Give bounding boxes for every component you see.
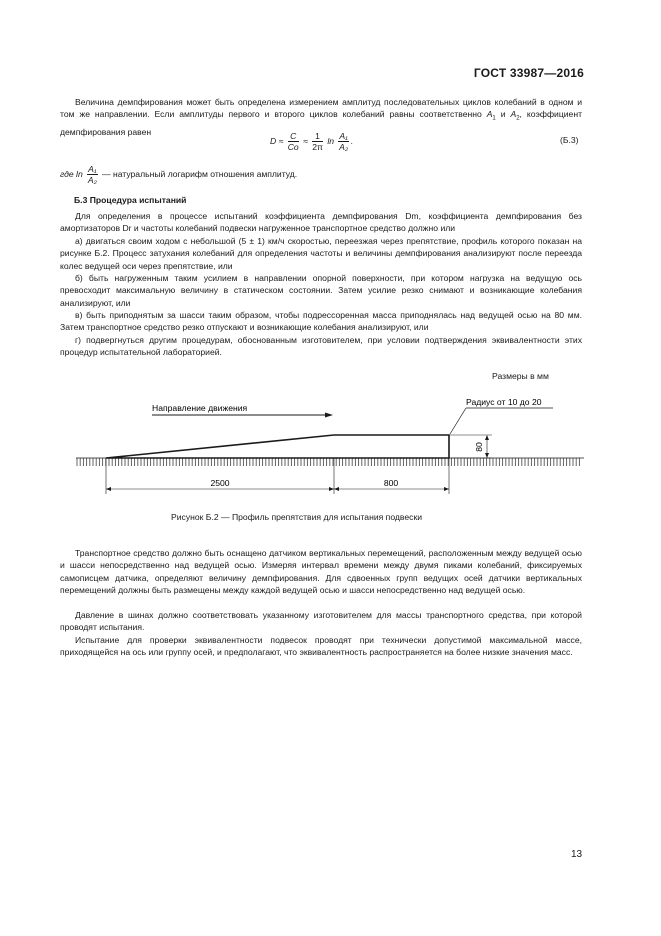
section-title: Б.3 Процедура испытаний xyxy=(74,195,187,205)
frac1-num: C xyxy=(288,131,299,142)
where-den: A₂ xyxy=(87,175,97,185)
formula-eq: ≈ xyxy=(303,135,308,146)
paragraph-v: в) быть приподнятым за шасси таким образом, чтобы подрессоренная масса приподнялась над ведущей осью на 80 мм. Затем транспортное средство резко отпускают и возникающие колебания анализируют, или xyxy=(60,310,582,333)
amp-a1: A xyxy=(486,109,493,120)
frac1-den: Co xyxy=(287,142,299,152)
where-text: — натуральный логарифм отношения амплитуд. xyxy=(99,168,298,179)
figure-caption: Рисунок Б.2 — Профиль препятствия для испытания подвески xyxy=(171,512,423,522)
dim-2500-label: 2500 xyxy=(210,478,230,488)
frac2-num: 1 xyxy=(312,131,323,142)
direction-arrowhead xyxy=(325,413,333,418)
paragraph-sensor: Транспортное средство должно быть оснащено датчиком вертикальных перемещений, расположенным между ведущей осью и шасси непосредственно над ведущей осью. Измеряя интервал времени между двумя пиками колебаний, фиксируемых самописцем датчика, определяют величину демпфирования. Для сдвоенных групп ведущих осей датчики вертикальных перемещений должны быть размещены между каждой ведущей осью и шасси непосредственно над ведущей осью. xyxy=(60,548,582,596)
formula-end: . xyxy=(350,135,354,146)
formula-lhs: D ≈ xyxy=(270,135,284,146)
paragraph-equivalence: Испытание для проверки эквивалентности подвесок проводят при технически допустимой максимальной массе, приходящейся на ось или группу осей, и предполагают, что эквивалентность распространяется на более низкие значения масс. xyxy=(60,635,582,658)
where-num: A₁ xyxy=(88,164,97,174)
radius-leader xyxy=(450,408,466,434)
paragraph-b: б) быть нагруженным таким усилием в направлении опорной поверхности, при котором нагрузка на ведущую ось превосходит максимальную величину в статическом состоянии. Затем усилие резко снимают и возникающие колебания анализируют, или xyxy=(60,273,582,308)
dim-2500-arrow-left xyxy=(106,487,111,491)
amp-a1-sub: 1 xyxy=(492,116,496,123)
paragraph-g: г) подвергнуться другим процедурам, обоснованным изготовителем, при условии подтверждения эквивалентности этих процедур испытательной лабораторией. xyxy=(60,335,582,358)
amp-a2-sub: 2 xyxy=(516,116,520,123)
paragraph-tire-pressure: Давление в шинах должно соответствовать указанному изготовителем для массы транспортного средства, при которой проводят испытания. xyxy=(60,610,582,633)
dim-80-arrow-bottom xyxy=(485,453,489,458)
frac3-num: A₁ xyxy=(339,131,348,141)
intro-and: и xyxy=(495,109,511,120)
frac2-den: 2π xyxy=(312,142,323,152)
dimensions-note: Размеры в мм xyxy=(492,371,549,381)
ground-hatching xyxy=(77,458,579,466)
amp-a2: A xyxy=(510,109,517,120)
dim-80-arrow-top xyxy=(485,435,489,440)
obstacle-ramp xyxy=(106,435,449,458)
dim-800-arrow-right xyxy=(444,487,449,491)
dim-80-label: 80 xyxy=(474,442,484,452)
formula-ln: ln xyxy=(327,135,335,146)
direction-label: Направление движения xyxy=(152,403,248,413)
where-prefix: где ln xyxy=(60,168,83,179)
equation-number: (Б.3) xyxy=(560,135,579,145)
frac3-den: A₂ xyxy=(339,142,349,152)
intro-text-a: Величина демпфирования может быть определена измерением амплитуд последовательных циклов колебаний в одном и том же направлении. Если амплитуды первого и второго циклов колебаний равны соответственно xyxy=(60,97,582,120)
radius-label: Радиус от 10 до 20 xyxy=(466,397,542,407)
dim-2500-arrow-right xyxy=(329,487,334,491)
page-number: 13 xyxy=(571,849,583,860)
dim-800-arrow-left xyxy=(334,487,339,491)
paragraph-a: а) двигаться своим ходом с небольшой (5 ± 1) км/ч скоростью, переезжая через препятствие, профиль которого показан на рисунке Б.2. Процесс затухания колебаний для определения частоты и величины демпфирования анализируют после переезда колес ведущей оси через препятствие, или xyxy=(60,236,582,271)
standard-header: ГОСТ 33987—2016 xyxy=(473,66,584,80)
intro-text-b: , коэффициент демпфирования равен xyxy=(60,109,583,137)
dim-800-label: 800 xyxy=(383,478,399,488)
paragraph-procedure: Для определения в процессе испытаний коэффициента демпфирования Dm, коэффициента демпфирования без амортизаторов Dr и частоты колебаний подвески нагруженное транспортное средство должно или xyxy=(60,211,582,234)
